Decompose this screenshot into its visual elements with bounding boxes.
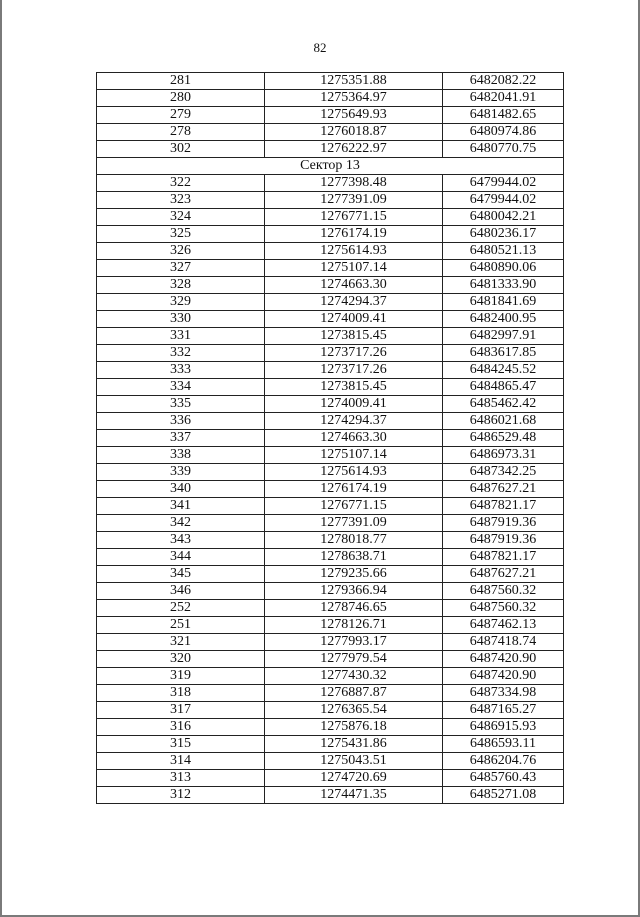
point-number-cell: 334 xyxy=(97,379,265,396)
x-coordinate-cell: 1274720.69 xyxy=(265,770,443,787)
y-coordinate-cell: 6487418.74 xyxy=(443,634,564,651)
point-number-cell: 324 xyxy=(97,209,265,226)
y-coordinate-cell: 6482041.91 xyxy=(443,90,564,107)
y-coordinate-cell: 6487919.36 xyxy=(443,532,564,549)
point-number-cell: 317 xyxy=(97,702,265,719)
table-row xyxy=(97,600,564,617)
y-coordinate-cell: 6487821.17 xyxy=(443,498,564,515)
page-number: 82 xyxy=(313,40,327,55)
y-coordinate-cell: 6484865.47 xyxy=(443,379,564,396)
point-number-cell: 342 xyxy=(97,515,265,532)
x-coordinate-cell: 1277430.32 xyxy=(265,668,443,685)
point-number-cell: 341 xyxy=(97,498,265,515)
y-coordinate-cell: 6486593.11 xyxy=(443,736,564,753)
x-coordinate-cell: 1277391.09 xyxy=(265,192,443,209)
table-row xyxy=(97,345,564,362)
x-coordinate-cell: 1274663.30 xyxy=(265,430,443,447)
point-number-cell: 278 xyxy=(97,124,265,141)
point-number-cell: 343 xyxy=(97,532,265,549)
point-number-cell: 323 xyxy=(97,192,265,209)
y-coordinate-cell: 6487420.90 xyxy=(443,668,564,685)
y-coordinate-cell: 6484245.52 xyxy=(443,362,564,379)
x-coordinate-cell: 1274471.35 xyxy=(265,787,443,804)
y-coordinate-cell: 6481482.65 xyxy=(443,107,564,124)
x-coordinate-cell: 1275351.88 xyxy=(265,73,443,90)
x-coordinate-cell: 1275614.93 xyxy=(265,243,443,260)
x-coordinate-cell: 1276771.15 xyxy=(265,498,443,515)
point-number-cell: 281 xyxy=(97,73,265,90)
section-title: Сектор 13 xyxy=(97,158,564,175)
point-number-cell: 322 xyxy=(97,175,265,192)
y-coordinate-cell: 6487627.21 xyxy=(443,481,564,498)
y-coordinate-cell: 6486204.76 xyxy=(443,753,564,770)
table-row xyxy=(97,294,564,311)
table-row xyxy=(97,515,564,532)
x-coordinate-cell: 1274294.37 xyxy=(265,413,443,430)
table-row xyxy=(97,583,564,600)
x-coordinate-cell: 1275431.86 xyxy=(265,736,443,753)
point-number-cell: 326 xyxy=(97,243,265,260)
x-coordinate-cell: 1276222.97 xyxy=(265,141,443,158)
x-coordinate-cell: 1279235.66 xyxy=(265,566,443,583)
y-coordinate-cell: 6480521.13 xyxy=(443,243,564,260)
point-number-cell: 329 xyxy=(97,294,265,311)
x-coordinate-cell: 1277391.09 xyxy=(265,515,443,532)
table-row xyxy=(97,379,564,396)
y-coordinate-cell: 6486021.68 xyxy=(443,413,564,430)
table-row xyxy=(97,770,564,787)
table-row xyxy=(97,175,564,192)
table-row xyxy=(97,532,564,549)
point-number-cell: 314 xyxy=(97,753,265,770)
point-number-cell: 252 xyxy=(97,600,265,617)
x-coordinate-cell: 1276887.87 xyxy=(265,685,443,702)
point-number-cell: 345 xyxy=(97,566,265,583)
x-coordinate-cell: 1275364.97 xyxy=(265,90,443,107)
point-number-cell: 336 xyxy=(97,413,265,430)
table-row xyxy=(97,328,564,345)
y-coordinate-cell: 6480042.21 xyxy=(443,209,564,226)
table-row xyxy=(97,260,564,277)
y-coordinate-cell: 6486915.93 xyxy=(443,719,564,736)
point-number-cell: 332 xyxy=(97,345,265,362)
table-row xyxy=(97,277,564,294)
table-row xyxy=(97,498,564,515)
y-coordinate-cell: 6486529.48 xyxy=(443,430,564,447)
x-coordinate-cell: 1275107.14 xyxy=(265,447,443,464)
point-number-cell: 339 xyxy=(97,464,265,481)
point-number-cell: 320 xyxy=(97,651,265,668)
section-header-row xyxy=(97,158,564,175)
table-row xyxy=(97,90,564,107)
point-number-cell: 316 xyxy=(97,719,265,736)
table-row xyxy=(97,192,564,209)
y-coordinate-cell: 6487334.98 xyxy=(443,685,564,702)
y-coordinate-cell: 6482400.95 xyxy=(443,311,564,328)
y-coordinate-cell: 6487627.21 xyxy=(443,566,564,583)
point-number-cell: 331 xyxy=(97,328,265,345)
y-coordinate-cell: 6482082.22 xyxy=(443,73,564,90)
y-coordinate-cell: 6480236.17 xyxy=(443,226,564,243)
x-coordinate-cell: 1275649.93 xyxy=(265,107,443,124)
table-row xyxy=(97,753,564,770)
table-row xyxy=(97,702,564,719)
y-coordinate-cell: 6479944.02 xyxy=(443,175,564,192)
x-coordinate-cell: 1277993.17 xyxy=(265,634,443,651)
y-coordinate-cell: 6487560.32 xyxy=(443,600,564,617)
x-coordinate-cell: 1274009.41 xyxy=(265,311,443,328)
x-coordinate-cell: 1274009.41 xyxy=(265,396,443,413)
x-coordinate-cell: 1278638.71 xyxy=(265,549,443,566)
y-coordinate-cell: 6487342.25 xyxy=(443,464,564,481)
y-coordinate-cell: 6486973.31 xyxy=(443,447,564,464)
x-coordinate-cell: 1278746.65 xyxy=(265,600,443,617)
x-coordinate-cell: 1278018.77 xyxy=(265,532,443,549)
point-number-cell: 315 xyxy=(97,736,265,753)
y-coordinate-cell: 6487462.13 xyxy=(443,617,564,634)
point-number-cell: 313 xyxy=(97,770,265,787)
table-row xyxy=(97,787,564,804)
x-coordinate-cell: 1277398.48 xyxy=(265,175,443,192)
x-coordinate-cell: 1276174.19 xyxy=(265,481,443,498)
y-coordinate-cell: 6480890.06 xyxy=(443,260,564,277)
table-row xyxy=(97,124,564,141)
table-row xyxy=(97,311,564,328)
point-number-cell: 346 xyxy=(97,583,265,600)
table-row xyxy=(97,447,564,464)
x-coordinate-cell: 1273815.45 xyxy=(265,328,443,345)
y-coordinate-cell: 6485462.42 xyxy=(443,396,564,413)
point-number-cell: 312 xyxy=(97,787,265,804)
table-row xyxy=(97,209,564,226)
table-row xyxy=(97,430,564,447)
table-row xyxy=(97,243,564,260)
y-coordinate-cell: 6480974.86 xyxy=(443,124,564,141)
point-number-cell: 330 xyxy=(97,311,265,328)
table-row xyxy=(97,736,564,753)
table-row xyxy=(97,481,564,498)
table-row xyxy=(97,464,564,481)
y-coordinate-cell: 6483617.85 xyxy=(443,345,564,362)
point-number-cell: 302 xyxy=(97,141,265,158)
y-coordinate-cell: 6481841.69 xyxy=(443,294,564,311)
point-number-cell: 279 xyxy=(97,107,265,124)
y-coordinate-cell: 6487821.17 xyxy=(443,549,564,566)
x-coordinate-cell: 1275614.93 xyxy=(265,464,443,481)
x-coordinate-cell: 1278126.71 xyxy=(265,617,443,634)
table-row xyxy=(97,141,564,158)
point-number-cell: 280 xyxy=(97,90,265,107)
table-row xyxy=(97,73,564,90)
y-coordinate-cell: 6487919.36 xyxy=(443,515,564,532)
table-row xyxy=(97,549,564,566)
table-row xyxy=(97,107,564,124)
x-coordinate-cell: 1274663.30 xyxy=(265,277,443,294)
y-coordinate-cell: 6481333.90 xyxy=(443,277,564,294)
table-row xyxy=(97,226,564,243)
x-coordinate-cell: 1276018.87 xyxy=(265,124,443,141)
table-row xyxy=(97,413,564,430)
point-number-cell: 251 xyxy=(97,617,265,634)
coordinates-table xyxy=(96,72,564,804)
point-number-cell: 318 xyxy=(97,685,265,702)
y-coordinate-cell: 6480770.75 xyxy=(443,141,564,158)
x-coordinate-cell: 1276771.15 xyxy=(265,209,443,226)
x-coordinate-cell: 1275107.14 xyxy=(265,260,443,277)
x-coordinate-cell: 1275043.51 xyxy=(265,753,443,770)
y-coordinate-cell: 6485760.43 xyxy=(443,770,564,787)
x-coordinate-cell: 1273717.26 xyxy=(265,345,443,362)
table-row xyxy=(97,685,564,702)
point-number-cell: 338 xyxy=(97,447,265,464)
y-coordinate-cell: 6487560.32 xyxy=(443,583,564,600)
x-coordinate-cell: 1273815.45 xyxy=(265,379,443,396)
point-number-cell: 333 xyxy=(97,362,265,379)
table-row xyxy=(97,634,564,651)
table-row xyxy=(97,362,564,379)
x-coordinate-cell: 1276365.54 xyxy=(265,702,443,719)
table-row xyxy=(97,396,564,413)
table-row xyxy=(97,668,564,685)
x-coordinate-cell: 1277979.54 xyxy=(265,651,443,668)
point-number-cell: 340 xyxy=(97,481,265,498)
x-coordinate-cell: 1275876.18 xyxy=(265,719,443,736)
point-number-cell: 327 xyxy=(97,260,265,277)
y-coordinate-cell: 6479944.02 xyxy=(443,192,564,209)
y-coordinate-cell: 6482997.91 xyxy=(443,328,564,345)
point-number-cell: 337 xyxy=(97,430,265,447)
point-number-cell: 344 xyxy=(97,549,265,566)
point-number-cell: 319 xyxy=(97,668,265,685)
x-coordinate-cell: 1279366.94 xyxy=(265,583,443,600)
coordinates-table-body xyxy=(97,73,564,804)
x-coordinate-cell: 1276174.19 xyxy=(265,226,443,243)
table-row xyxy=(97,719,564,736)
y-coordinate-cell: 6487165.27 xyxy=(443,702,564,719)
point-number-cell: 325 xyxy=(97,226,265,243)
y-coordinate-cell: 6485271.08 xyxy=(443,787,564,804)
table-row xyxy=(97,651,564,668)
point-number-cell: 328 xyxy=(97,277,265,294)
y-coordinate-cell: 6487420.90 xyxy=(443,651,564,668)
x-coordinate-cell: 1274294.37 xyxy=(265,294,443,311)
table-row xyxy=(97,617,564,634)
point-number-cell: 321 xyxy=(97,634,265,651)
point-number-cell: 335 xyxy=(97,396,265,413)
x-coordinate-cell: 1273717.26 xyxy=(265,362,443,379)
table-row xyxy=(97,566,564,583)
